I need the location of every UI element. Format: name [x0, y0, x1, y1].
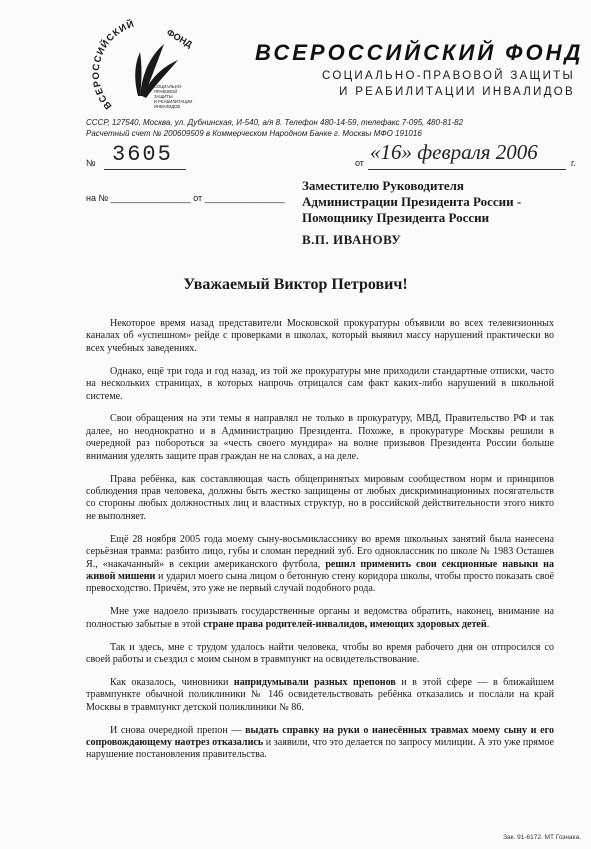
paragraph-5: [86, 534, 554, 596]
logo-small-2: ПРАВОВОЙ: [154, 89, 178, 94]
paragraph-9-text-c: и заявили, что это делается по запросу милиции. А это уже прямое нарушение постановления правительства.: [86, 736, 554, 761]
letter-greeting: Уважаемый Виктор Петрович!: [183, 276, 408, 293]
contact-bank-account: Расчетный счет № 200609509 в Коммерческом Народном Банке г. Москвы МФО 191016: [86, 129, 422, 138]
contact-address: СССР, 127540, Москва, ул. Дубнинская, И-540, а/я 8. Телефон 480-14-59, телефакс 7-095, 480-81-82: [86, 118, 464, 127]
paragraph-9-emphasis: выдать справку на руки о нанесённых травмах моему сыну и его сопровождающему наотрез отказались: [86, 724, 554, 748]
logo-arc-text-2: ФОНД: [165, 27, 194, 50]
reply-reference: на № ________________ от ________________: [86, 193, 285, 203]
paragraph-8: [86, 677, 554, 714]
addressee-name: В.П. ИВАНОВУ: [302, 232, 402, 247]
print-mark: Зак. 91-6172. МТ Гознака.: [503, 834, 581, 841]
paragraph-9-text-a: И снова очередной препон —: [110, 724, 246, 736]
paragraph-6-emphasis: стране права родителей-инвалидов, имеющих здоровых детей: [203, 618, 487, 630]
date-value: «16» февраля 2006: [370, 140, 538, 164]
paragraph-5-text-a: Ещё 28 ноября 2005 года моему сыну-восьмикласснику во время школьных занятий была нанесена серьёзная травма: разбито лицо, губы и сломан передний зуб. Его одноклассник по школе № 1983 Осташев Я., «накачанный» в секции американского футбола,: [86, 533, 554, 570]
logo-small-1: СОЦИАЛЬНО-: [154, 84, 183, 89]
org-subtitle-1: СОЦИАЛЬНО-ПРАВОВОЙ ЗАЩИТЫ: [322, 70, 575, 82]
recipient-line-2: Администрации Президента России -: [302, 194, 522, 209]
paragraph-8-text-a: Как оказалось, чиновники: [110, 676, 234, 688]
outgoing-number-underline: [104, 169, 186, 170]
paragraph-8-text-c: и в этой сфере — в ближайшем травмпункте обычной поликлиники № 146 освидетельствовать ребёнка отказались и послали на край Москвы в травмпункт детской поликлиники № 86.: [86, 676, 554, 713]
paragraph-8-emphasis: напридумывали разных препонов: [233, 676, 396, 688]
recipient-block: [302, 178, 521, 226]
logo-small-4: И РЕАБИЛИТАЦИИ: [154, 99, 193, 104]
paragraph-5-emphasis: решил применить свои секционные навыки на живой мишени: [86, 558, 554, 582]
paragraph-5-text-c: и ударил моего сына лицом о бетонную стену коридора школы, чтобы просто показать своё превосходство. Причём, это уже не первый случай подобного рода.: [86, 570, 555, 595]
paragraph-1: Некоторое время назад представители Московской прокуратуры объявили во всех телевизионных каналах об «успешном» рейде с проверками в школах, который выявил массу нарушений практически во всех учебных заведениях.: [86, 318, 554, 354]
logo-small-3: ЗАЩИТЫ: [154, 94, 173, 99]
date-from-label: от: [355, 158, 364, 168]
paragraph-3: Свои обращения на эти темы я направлял не только в прокуратуру, МВД, Правительство РФ и так далее, но неоднократно и в Администрацию Президента. Похоже, в прокуратуре Москвы решили в очередной раз побороться за «честь своего мундира» на волне призывов Президента России больше внимания уделять защите прав граждан не на словах, а на деле.: [86, 413, 554, 462]
paragraph-6-text-c: .: [486, 618, 490, 630]
paragraph-2: Однако, ещё три года и год назад, из той же прокуратуры мне приходили стандартные отписки, часто на нескольких страницах, в которых напрочь отрицался сам факт каких-либо нарушений в школьной системе.: [86, 365, 554, 402]
date-underline: [368, 169, 566, 170]
recipient-line-3: Помощнику Президента России: [302, 210, 490, 225]
org-subtitle-2: И РЕАБИЛИТАЦИИ ИНВАЛИДОВ: [339, 86, 575, 98]
paragraph-6-text-a: Мне уже надоело призывать государственные органы и ведомства обратить, наконец, внимание на полностью забытые в этой: [86, 606, 554, 630]
paragraph-9: [86, 725, 554, 762]
logo-small-5: ИНВАЛИДОВ: [154, 104, 181, 109]
svg-text:ВСЕРОССИЙСКИЙ: [91, 18, 137, 111]
letter-body: [86, 318, 554, 772]
org-title: ВСЕРОССИЙСКИЙ ФОНД: [255, 40, 584, 65]
paragraph-7: Так и здесь, мне с трудом удалось найти человека, чтобы во время рабочего дня он отпросился со своей работы и съездил с моим сыном в травмпункт на освидетельствование.: [86, 641, 554, 665]
logo-arc-text: ВСЕРОССИЙСКИЙ: [90, 18, 137, 112]
paragraph-4: Права ребёнка, как составляющая часть общепринятых мировым сообществом норм и принципов соблюдения прав человека, должны быть жестко защищены от любых дискриминационных посягательств со стороны любых должностных лиц и властных структур, но в российской действительности этого никто не выполняет.: [86, 473, 554, 522]
paragraph-6: [86, 606, 554, 631]
foundation-logo: [82, 18, 200, 118]
recipient-line-1: Заместителю Руководителя: [302, 178, 464, 193]
outgoing-number-label: №: [86, 158, 96, 168]
outgoing-number-value: 3605: [112, 142, 173, 167]
date-year-suffix: г.: [571, 158, 576, 168]
